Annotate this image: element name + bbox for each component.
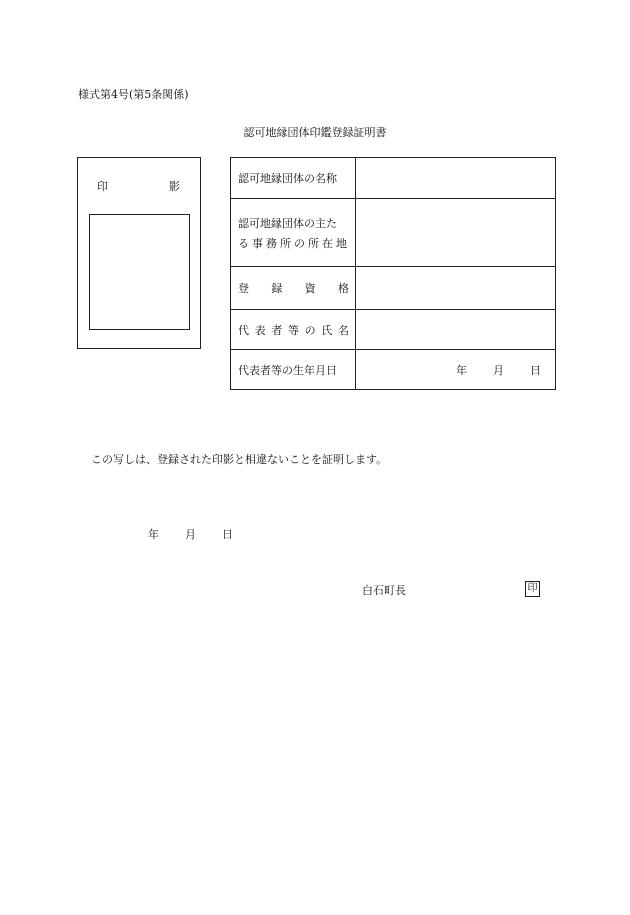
office-address-line2: る事務所の所在地 — [238, 236, 350, 250]
qualification-char: 資 — [304, 282, 316, 295]
signer-title: 白石町長 — [362, 584, 406, 597]
representative-char: 代 — [238, 323, 249, 337]
representative-char: 表 — [254, 323, 266, 337]
row-label-group-name: 認可地縁団体の名称 — [231, 158, 356, 199]
form-number: 様式第4号(第5条関係) — [78, 88, 189, 101]
seal-label-left: 印 — [97, 180, 108, 193]
office-address-line1: 認可地縁団体の主た — [238, 216, 337, 230]
birth-month-unit: 月 — [493, 363, 504, 377]
registration-table — [230, 157, 556, 390]
representative-char: 氏 — [321, 323, 333, 337]
table-row — [231, 310, 556, 350]
representative-char: 者 — [271, 323, 283, 337]
row-value-qualification — [356, 267, 556, 310]
row-label-office-address — [231, 199, 356, 267]
table-row — [231, 267, 556, 310]
table-row — [231, 199, 556, 267]
issue-date — [148, 526, 233, 542]
qualification-char: 登 — [238, 282, 249, 295]
table-row — [231, 158, 556, 199]
representative-char: の — [304, 323, 316, 337]
issue-day-unit: 日 — [222, 528, 233, 541]
birth-year-unit: 年 — [456, 363, 467, 377]
row-label-qualification — [231, 267, 356, 310]
row-value-representative-name — [356, 310, 556, 350]
row-value-office-address — [356, 199, 556, 267]
seal-impression-box — [77, 157, 201, 349]
document-title: 認可地縁団体印鑑登録証明書 — [243, 126, 387, 139]
birth-day-unit: 日 — [530, 363, 541, 377]
row-value-group-name — [356, 158, 556, 199]
issue-month-unit: 月 — [185, 528, 196, 541]
representative-char: 等 — [287, 323, 299, 337]
row-label-representative-name — [231, 310, 356, 350]
official-seal-mark: 印 — [525, 581, 540, 597]
qualification-char: 録 — [271, 282, 283, 295]
seal-label-right: 影 — [169, 180, 180, 193]
qualification-char: 格 — [337, 282, 349, 295]
representative-char: 名 — [337, 323, 349, 337]
row-value-birthdate — [356, 350, 556, 390]
seal-impression-frame — [89, 214, 190, 330]
certification-statement: この写しは、登録された印影と相違ないことを証明します。 — [91, 453, 388, 466]
issue-year-unit: 年 — [148, 528, 159, 541]
table-row — [231, 350, 556, 390]
row-label-birthdate: 代表者等の生年月日 — [231, 350, 356, 390]
